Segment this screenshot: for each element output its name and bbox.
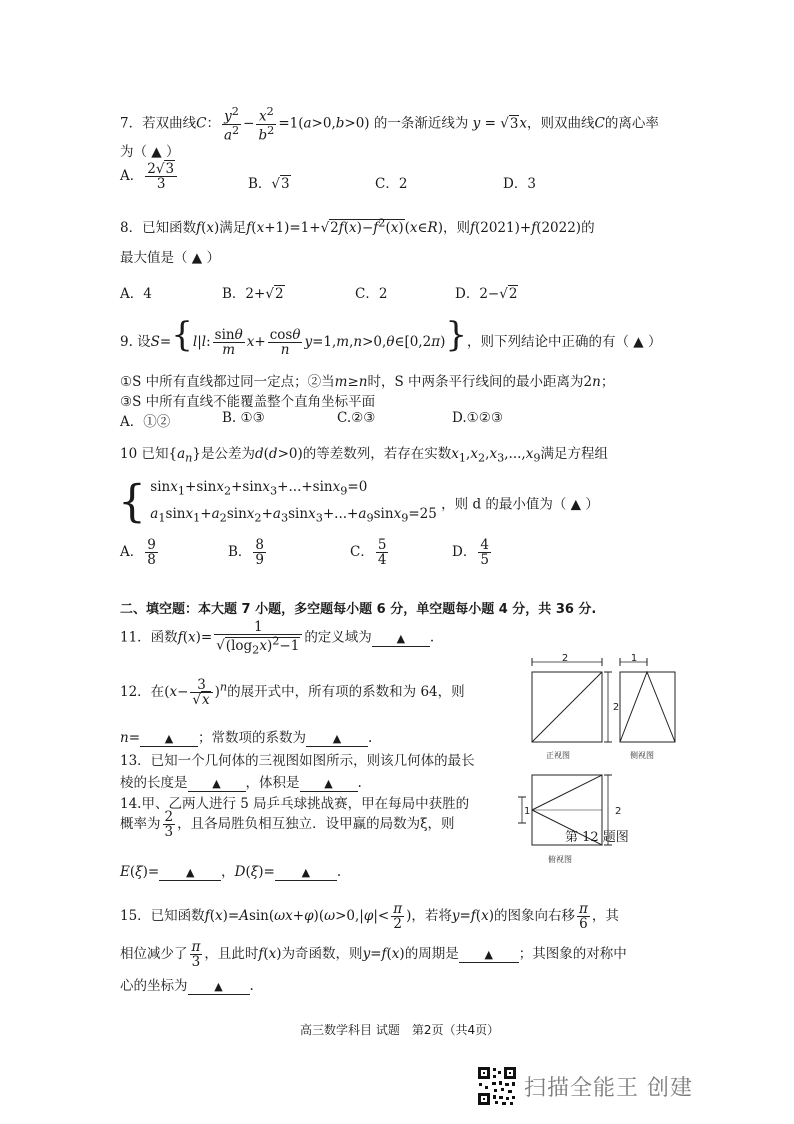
q15-line1: 15．已知函数f(x)=Asin(ωx+φ)(ω>0,|φ|< $\frac{\pi}{2}$ )，若将y=f(x)的图象向右移 $\frac{\pi}{6}$ ，其 <box>120 901 619 933</box>
top-view-figure <box>510 770 630 880</box>
section-2-heading: 二、填空题：本大题 7 小题，多空题每小题 6 分，单空题每小题 4 分，共 36 分. <box>120 602 597 617</box>
q12-line2: n= ▲ ；常数项的系数为 ▲ . <box>120 730 373 746</box>
q9-option-b: B. ①③ <box>222 410 265 426</box>
q13-line1: 13．已知一个几何体的三视图如图所示，则该几何体的最长 <box>120 753 475 769</box>
q13-line2: 棱的长度是 ▲ ，体积是 ▲ . <box>120 775 362 791</box>
q15-line2: 相位减少了 $\frac{\pi}{3}$ ，且此时f(x)为奇函数，则y=f(x)的周期是 ▲ ；其图象的对称中 <box>120 939 627 971</box>
q8-line1: 8．已知函数f(x)满足$f(x+1)=1+√2f(x)-f^2(x)(x\in R)$，则f(2021)+f(2022)的 <box>120 216 595 236</box>
q8-line2: 最大值是（ ▲ ） <box>120 250 220 266</box>
q7-option-a: A． $\frac{2√3}{3}$ <box>120 162 179 191</box>
q7-option-d: D．3 <box>503 176 536 192</box>
q9-option-d: D.①②③ <box>452 410 503 426</box>
q7-line1: 7．若双曲线C： $\frac{y^2}{a^2}$ − $\frac{x^2}{b^2}$ =1(a>0,b>0) 的一条渐近线为 y = √3x，则双曲线C的离心率 <box>120 105 659 144</box>
figure-caption: 第 12 题图 <box>565 830 629 845</box>
q10-option-a: A． $\frac{9}{8}$ <box>120 537 156 569</box>
front-view-caption: 正视图 <box>546 751 570 760</box>
q8-option-c: C．2 <box>355 286 388 302</box>
side-view-triangle <box>620 672 675 742</box>
qr-code-icon <box>476 1065 518 1107</box>
top-dim-2-label: 2 <box>615 806 622 817</box>
side-view-square <box>620 672 675 742</box>
top-view-caption: 俯视图 <box>548 855 572 864</box>
q9-line1: 9. 设S={l|l: $\frac{\sin\theta}{m}$ x+ $\frac{\cos\theta}{n}$ y=1,m,n>0,θ∈[0,2π)}，则下列结论中正确的有（ ▲ ） <box>120 315 662 358</box>
front-view-diagonal <box>532 672 602 742</box>
q14-line1: 14.甲、乙两人进行 5 局乒乓球挑战赛，甲在每局中获胜的 <box>120 796 470 812</box>
q9-statement-3: ③S 中所有直线不能覆盖整个直角坐标平面 <box>120 394 376 410</box>
q14-line2: 概率为 $\frac{2}{3}$ ，且各局胜负相互独立．设甲赢的局数为ξ，则 <box>120 809 455 841</box>
q7-line2: 为（ ▲ ） <box>120 144 180 160</box>
side-view-caption: 侧视图 <box>630 751 654 760</box>
front-height-label: 2 <box>612 702 620 713</box>
q7-option-c: C．2 <box>375 176 408 192</box>
q8-option-a: A．4 <box>120 286 152 302</box>
q9-statement-1: ①S 中所有直线都过同一定点；②当m≥n时，S 中两条平行线间的最小距离为2n； <box>120 374 615 390</box>
q10-system: { sinx$_1$+sinx$_2$+sinx$_3$+...+sinx$_9$=0 $a_1\sin x_1+a_2\sin x_2+a_3\sin x_3+...+a_9\sin x_9=25$ ，则 d 的最小值为（ ▲ ） <box>118 476 599 528</box>
q10-option-c: C． $\frac{5}{4}$ <box>350 537 387 569</box>
side-width-label: 1 <box>630 653 638 664</box>
q8-option-d: D．2−√2 <box>455 286 518 302</box>
q8-option-b: B．2+√2 <box>222 286 284 302</box>
q9-option-a: A．①② <box>120 414 171 430</box>
page-footer: 高三数学科目 试题 第2页（共4页） <box>300 1023 500 1037</box>
q10-option-d: D． $\frac{4}{5}$ <box>452 537 489 569</box>
scanner-watermark: 扫描全能王 创建 <box>524 1076 693 1101</box>
front-width-label: 2 <box>561 653 569 664</box>
q7-option-b: B．√3 <box>248 176 290 192</box>
q9-option-c: C.②③ <box>337 410 376 426</box>
q12-line1: 12．在(x− $\frac{3}{√x}$ )$^n$的展开式中，所有项的系数和为 64，则 <box>120 677 465 709</box>
q11-line: 11．函数f(x)= $\frac{1}{√(\log_2x)^2-1}$ 的定义域为 ▲ . <box>120 619 435 657</box>
q15-line3: 心的坐标为 ▲ . <box>120 978 254 994</box>
q10-line1: 10 已知$\{a_n\}$是公差为d(d>0)的等差数列，若存在实数$x_1,x_2,x_3,...,x_9$满足方程组 <box>120 446 608 465</box>
q10-option-b: B． $\frac{8}{9}$ <box>228 537 265 569</box>
q14-line3: E(ξ)= ▲ ，D(ξ)= ▲ . <box>120 864 342 880</box>
top-dim-1-label: 1 <box>524 806 531 817</box>
